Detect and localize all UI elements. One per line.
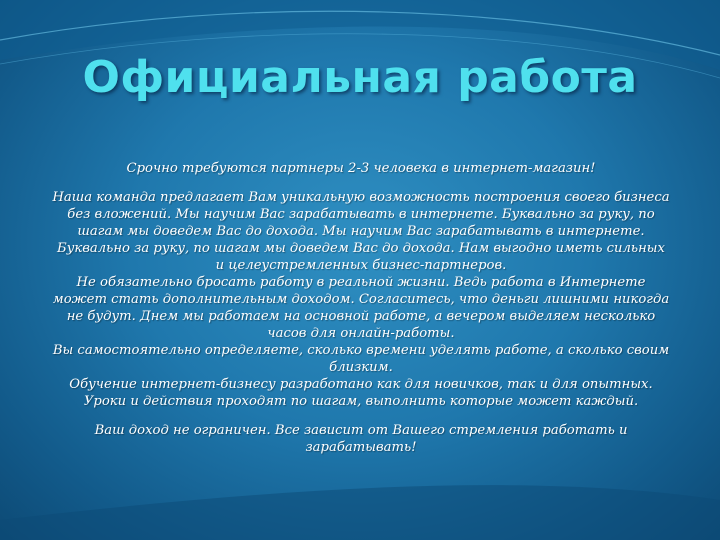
paragraph-time: Вы самостоятельно определяете, сколько времени уделять работе, а сколько своим близким. [52, 343, 670, 375]
slide-title: Официальная работа [82, 52, 638, 103]
paragraph-extra-income: Не обязательно бросать работу в реальной жизни. Ведь работа в Интернете может стать дополнительным доходом. Согласитесь, что деньги лишними никогда не будут. Днем мы работаем на основной работе, а вечером выделяем несколько часов для онлайн-работы. [52, 275, 670, 341]
paragraph-offer: Наша команда предлагает Вам уникальную возможность построения своего бизнеса без вложений. Мы научим Вас зарабатывать в интернете. Буквально за руку, по шагам мы доведем Вас до дохода. Мы научим Вас зарабатывать в интернете. Буквально за руку, по шагам мы доведем Вас до дохода. Нам выгодно иметь сильных и целеустремленных бизнес-партнеров. [52, 190, 670, 273]
paragraph-intro: Срочно требуются партнеры 2-3 человека в интернет-магазин! [126, 161, 596, 176]
paragraph-income: Ваш доход не ограничен. Все зависит от Вашего стремления работать и зарабатывать! [94, 423, 628, 455]
slide-body [52, 160, 670, 456]
paragraph-training: Обучение интернет-бизнесу разработано как для новичков, так и для опытных. Уроки и действия проходят по шагам, выполнить которые может каждый. [69, 377, 653, 409]
